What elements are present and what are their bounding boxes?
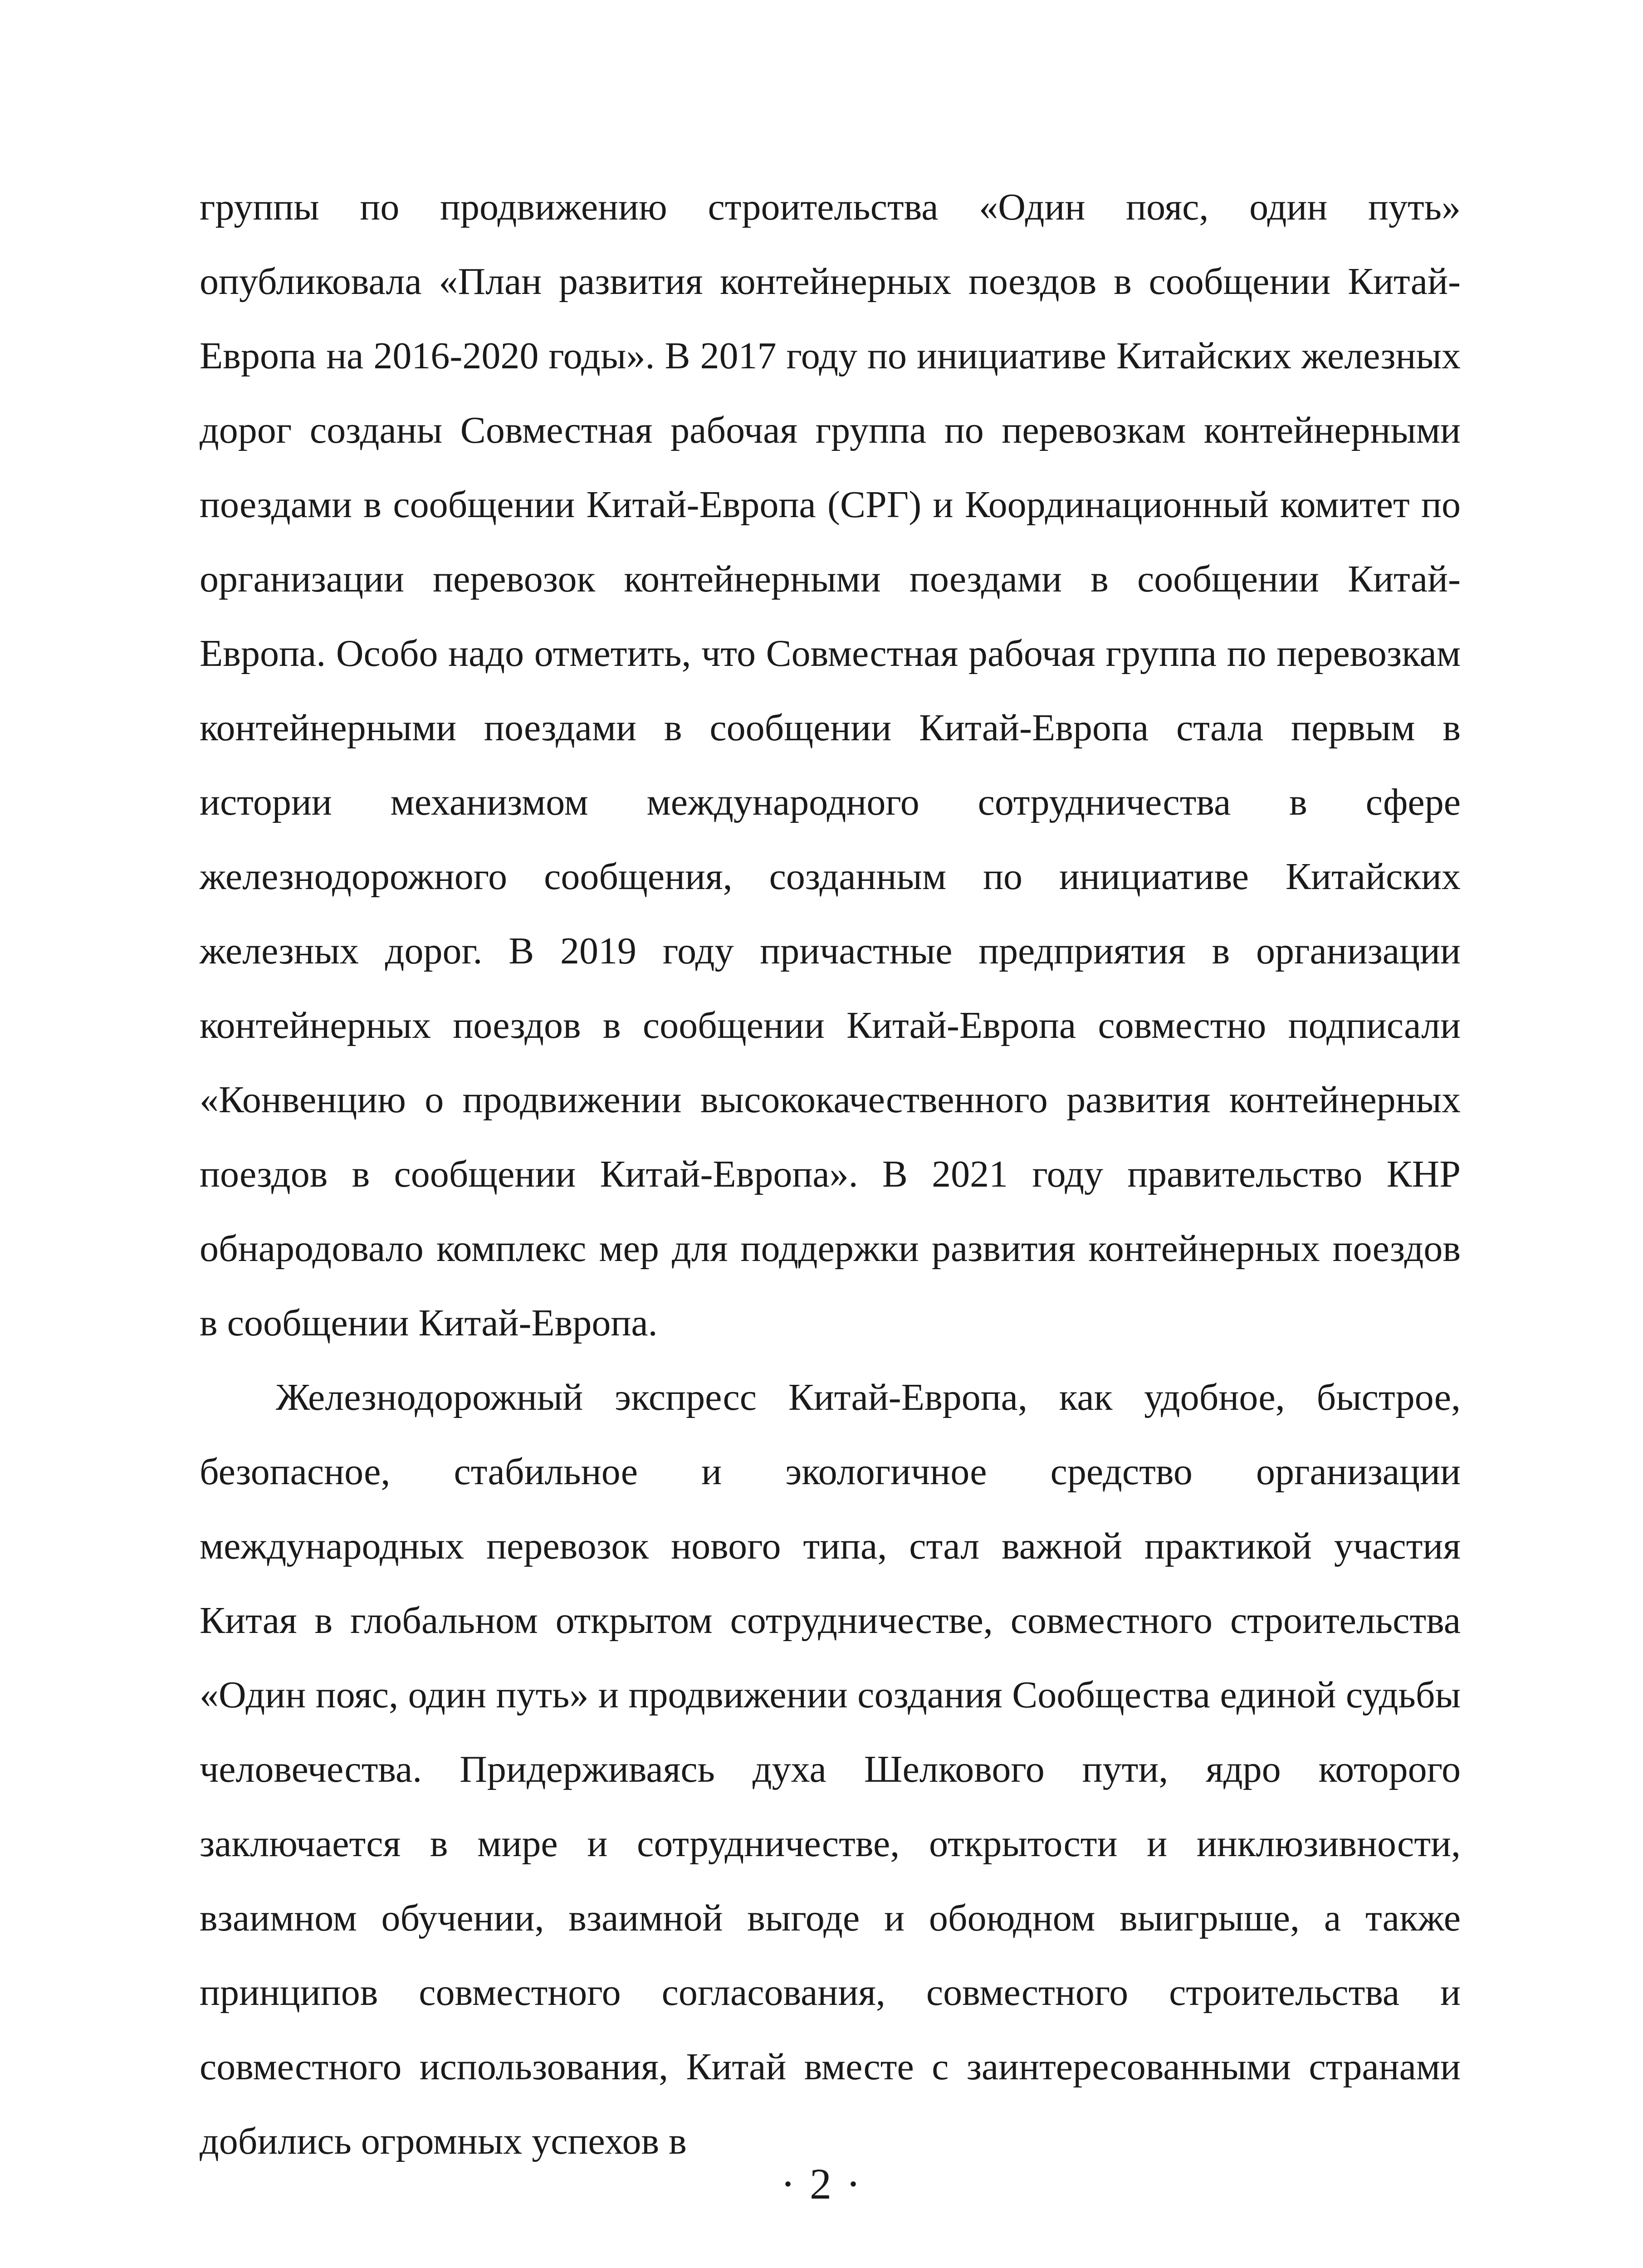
paragraph-continued: группы по продвижению строительства «Один пояс, один путь» опубликовала «План развития контейнерных поездов в сообщении Китай-Европа на 2016-2020 годы». В 2017 году по инициативе Китайских железных дорог созданы Совместная рабочая группа по перевозкам контейнерными поездами в сообщении Китай-Европа (СРГ) и Координационный комитет по организации перевозок контейнерными поездами в сообщении Китай-Европа. Особо надо отметить, что Совместная рабочая группа по перевозкам контейнерными поездами в сообщении Китай-Европа стала первым в истории механизмом международного сотрудничества в сфере железнодорожного сообщения, созданным по инициативе Китайских железных дорог. В 2019 году причастные предприятия в организации контейнерных поездов в сообщении Китай-Европа совместно подписали «Конвенцию о продвижении высококачественного развития контейнерных поездов в сообщении Китай-Европа». В 2021 году правительство КНР обнародовало комплекс мер для поддержки развития контейнерных поездов в сообщении Китай-Европа. bbox=[200, 186, 1461, 1344]
page-number: · 2 · bbox=[781, 2160, 862, 2208]
body-text bbox=[200, 170, 1461, 2179]
paragraph: Железнодорожный экспресс Китай-Европа, как удобное, быстрое, безопасное, стабильное и экологичное средство организации международных перевозок нового типа, стал важной практикой участия Китая в глобальном открытом сотрудничестве, совместного строительства «Один пояс, один путь» и продвижении создания Сообщества единой судьбы человечества. Придерживаясь духа Шелкового пути, ядро которого заключается в мире и сотрудничестве, открытости и инклюзивности, взаимном обучении, взаимной выгоде и обоюдном выигрыше, а также принципов совместного согласования, совместного строительства и совместного использования, Китай вместе с заинтересованными странами добились огромных успехов в bbox=[200, 1376, 1461, 2162]
